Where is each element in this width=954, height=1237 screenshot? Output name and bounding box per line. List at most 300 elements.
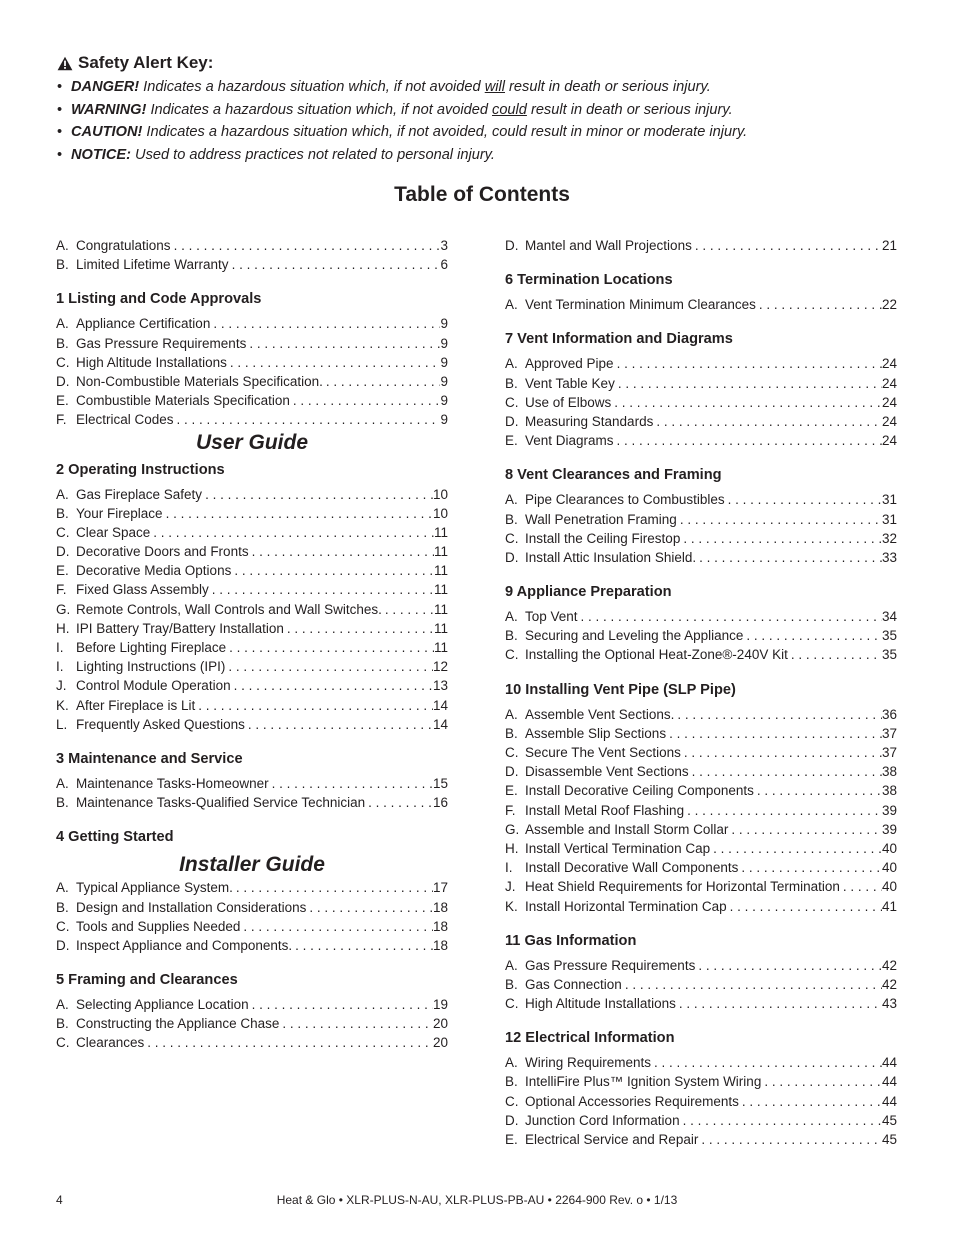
toc-entry[interactable] (56, 600, 448, 619)
toc-entry-title: Decorative Media Options (76, 563, 232, 579)
dot-leader (209, 580, 434, 599)
dot-leader (246, 334, 440, 353)
toc-entry-title: Non-Combustible Materials Specification. (76, 373, 323, 389)
toc-entry-title: Install Vertical Termination Cap (525, 840, 711, 856)
toc-entry[interactable] (505, 626, 897, 645)
safety-alert-level: DANGER! (71, 79, 140, 95)
toc-entry[interactable] (505, 1092, 897, 1111)
toc-entry-letter: J. (505, 879, 516, 895)
toc-entry-page: 33 (881, 549, 897, 565)
toc-entry-title: Electrical Service and Repair (525, 1132, 699, 1147)
toc-entry-letter: F. (505, 802, 516, 818)
toc-entry-page: 13 (432, 678, 448, 694)
safety-alert-text: Indicates a hazardous situation which, if not avoided (146, 101, 493, 118)
toc-entry[interactable] (505, 801, 897, 820)
toc-entry-letter: H. (56, 620, 70, 636)
toc-entry[interactable] (56, 580, 448, 599)
toc-entry-title: Vent Diagrams (525, 433, 614, 449)
dot-leader (611, 393, 882, 412)
dot-leader (279, 1014, 433, 1033)
toc-entry-page: 41 (881, 898, 897, 914)
toc-entry-page: 40 (881, 860, 897, 876)
dot-leader (614, 354, 882, 373)
dot-leader (269, 774, 433, 793)
toc-entry[interactable] (505, 1053, 897, 1072)
toc-entry[interactable] (56, 410, 448, 429)
dot-leader (365, 793, 433, 812)
toc-entry-letter: D. (505, 413, 519, 429)
toc-entry[interactable] (56, 236, 448, 255)
toc-entry-title: Securing and Leveling the Appliance (525, 628, 744, 644)
toc-entry-page: 34 (881, 609, 897, 625)
dot-leader (674, 705, 882, 724)
toc-entry-title: Selecting Appliance Location (76, 997, 249, 1013)
footer-page-number: 4 (56, 1193, 63, 1207)
safety-alert-text: Indicates a hazardous situation which, if not avoided, could result in minor or moderate injury. (142, 124, 748, 140)
dot-leader (202, 485, 433, 504)
dot-leader (692, 236, 882, 255)
toc-entry-title: Junction Cord Information (525, 1112, 680, 1128)
dot-leader (174, 410, 441, 429)
dot-leader (689, 762, 882, 781)
toc-entry[interactable] (505, 1111, 897, 1130)
toc-entry-letter: A. (56, 486, 69, 502)
toc-entry-page: 10 (432, 505, 448, 521)
toc-entry-title: Assemble Vent Sections. (525, 706, 675, 722)
toc-entry-page: 44 (881, 1074, 897, 1090)
dot-leader (698, 1130, 882, 1149)
toc-entry[interactable] (56, 995, 448, 1014)
section-heading: 8 Vent Clearances and Framing (505, 467, 722, 484)
dot-leader (240, 917, 433, 936)
safety-alert-level: WARNING! (71, 101, 147, 118)
toc-entry-page: 18 (432, 918, 448, 934)
toc-entry-letter: B. (505, 511, 518, 527)
safety-alert-text: Indicates a hazardous situation which, if not avoided (139, 79, 485, 95)
toc-entry[interactable] (56, 314, 448, 333)
section-heading: 6 Termination Locations (505, 272, 673, 289)
toc-title: Table of Contents (394, 183, 570, 206)
safety-alert-item (57, 121, 917, 144)
toc-entry[interactable] (56, 878, 448, 897)
toc-entry-letter: G. (505, 821, 520, 837)
toc-entry[interactable] (56, 372, 448, 391)
toc-entry[interactable] (505, 781, 897, 800)
toc-entry-letter: I. (56, 640, 64, 655)
safety-alert-text: Used to address practices not related to personal injury. (131, 146, 495, 163)
toc-entry-page: 15 (432, 775, 448, 791)
section-heading: 9 Appliance Preparation (505, 584, 672, 601)
safety-alert-emphasis: could (492, 101, 527, 118)
toc-entry-letter: B. (505, 375, 518, 391)
dot-leader (210, 314, 440, 333)
toc-entry[interactable] (56, 504, 448, 523)
toc-entry-letter: A. (56, 238, 69, 253)
toc-entry-letter: C. (505, 1093, 519, 1109)
dot-leader (695, 956, 882, 975)
toc-entry-title: Pipe Clearances to Combustibles (525, 492, 725, 508)
toc-entry[interactable] (505, 820, 897, 839)
section-heading: 7 Vent Information and Diagrams (505, 331, 733, 348)
toc-entry[interactable] (56, 255, 448, 274)
dot-leader (738, 858, 882, 877)
toc-entry-letter: J. (56, 678, 67, 694)
toc-entry-page: 11 (433, 582, 448, 598)
toc-entry-title: Assemble and Install Storm Collar (525, 821, 729, 837)
toc-entry-letter: D. (505, 549, 519, 565)
toc-entry-page: 11 (433, 563, 448, 579)
toc-entry-letter: A. (56, 775, 69, 791)
dot-leader (225, 657, 433, 676)
toc-entry[interactable] (56, 917, 448, 936)
dot-leader (292, 936, 433, 955)
toc-entry-letter: K. (505, 898, 518, 914)
toc-entry-title: High Altitude Installations (76, 354, 227, 370)
safety-alert-key (57, 52, 917, 166)
dot-leader (614, 431, 882, 450)
toc-entry-page: 24 (881, 413, 897, 429)
toc-entry-title: Vent Termination Minimum Clearances (525, 297, 756, 313)
toc-entry[interactable] (505, 354, 897, 373)
toc-entry-title: Measuring Standards (525, 413, 654, 429)
bullet-dot: • (57, 79, 63, 95)
dot-leader (578, 607, 882, 626)
dot-leader (231, 676, 433, 695)
toc-entry-letter: A. (505, 297, 518, 313)
toc-entry-title: Gas Fireplace Safety (76, 486, 203, 502)
toc-entry-title: Design and Installation Considerations (76, 899, 307, 915)
dot-leader (245, 715, 433, 734)
toc-entry-title: Gas Pressure Requirements (76, 335, 247, 351)
toc-entry-page: 37 (881, 745, 897, 760)
dot-leader (666, 724, 882, 743)
toc-entry[interactable] (56, 353, 448, 372)
toc-entry-page: 3 (440, 238, 448, 253)
dot-leader (684, 801, 882, 820)
toc-entry-title: Maintenance Tasks-Homeowner (76, 775, 269, 791)
toc-entry-title: Remote Controls, Wall Controls and Wall Switches. (76, 601, 382, 617)
toc-entry-title: Heat Shield Requirements for Horizontal Termination (525, 879, 840, 895)
toc-entry-title: Control Module Operation (76, 678, 231, 694)
toc-entry-letter: A. (56, 316, 69, 332)
toc-entry[interactable] (505, 724, 897, 743)
warning-triangle-icon (57, 56, 73, 71)
dot-leader (677, 510, 882, 529)
toc-entry-page: 9 (440, 335, 448, 351)
toc-entry-title: Secure The Vent Sections (525, 745, 681, 760)
dot-leader (676, 994, 882, 1013)
toc-entry[interactable] (505, 975, 897, 994)
dot-leader (229, 255, 441, 274)
toc-entry-letter: E. (505, 1132, 518, 1147)
toc-entry-title: Congratulations (76, 238, 171, 253)
toc-entry-title: Fixed Glass Assembly (76, 582, 209, 598)
toc-entry-page: 24 (881, 356, 897, 372)
toc-entry-page: 39 (881, 821, 897, 837)
section-heading: 1 Listing and Code Approvals (56, 291, 262, 308)
dot-leader (739, 1092, 882, 1111)
toc-entry[interactable] (56, 898, 448, 917)
toc-entry-title: Combustible Materials Specification (76, 393, 290, 409)
section-heading: 10 Installing Vent Pipe (SLP Pipe) (505, 681, 736, 698)
toc-entry[interactable] (505, 877, 897, 896)
toc-entry[interactable] (56, 936, 448, 955)
toc-entry-letter: C. (56, 354, 70, 370)
toc-entry-title: Maintenance Tasks-Qualified Service Technician (76, 795, 366, 811)
toc-entry[interactable] (56, 391, 448, 410)
toc-entry-title: After Fireplace is Lit (76, 697, 196, 713)
toc-entry-title: Inspect Appliance and Components. (76, 937, 293, 953)
toc-entry-title: Decorative Doors and Fronts (76, 544, 249, 560)
toc-entry-page: 44 (881, 1093, 897, 1109)
toc-entry-letter: B. (56, 505, 69, 521)
dot-leader (680, 529, 882, 548)
dot-leader (681, 743, 882, 762)
toc-entry-page: 32 (881, 530, 897, 546)
dot-leader (249, 542, 434, 561)
dot-leader (284, 619, 434, 638)
toc-entry-page: 24 (881, 433, 897, 449)
section-heading: 4 Getting Started (56, 829, 174, 846)
toc-entry-page: 38 (881, 783, 897, 799)
toc-entry-page: 11 (433, 601, 448, 617)
toc-entry[interactable] (56, 715, 448, 734)
toc-entry[interactable] (505, 236, 897, 255)
toc-entry-page: 45 (881, 1132, 897, 1147)
dot-leader (323, 372, 441, 391)
toc-entry-page: 21 (881, 238, 897, 253)
safety-alert-item (57, 144, 917, 167)
dot-leader (622, 975, 882, 994)
toc-entry-page: 9 (440, 316, 448, 332)
toc-entry-title: Gas Connection (525, 976, 622, 992)
toc-entry[interactable] (505, 839, 897, 858)
toc-entry-letter: C. (56, 524, 70, 540)
toc-entry[interactable] (505, 412, 897, 431)
toc-entry-page: 43 (881, 996, 897, 1012)
toc-entry-page: 45 (881, 1112, 897, 1128)
toc-entry[interactable] (56, 638, 448, 657)
toc-entry-letter: C. (505, 394, 519, 410)
toc-entry-letter: F. (56, 412, 67, 428)
toc-entry[interactable] (56, 793, 448, 812)
toc-entry-letter: G. (56, 601, 71, 617)
toc-entry-title: Installing the Optional Heat-Zone®-240V Kit (525, 647, 788, 663)
toc-entry[interactable] (505, 1072, 897, 1091)
dot-leader (615, 374, 882, 393)
toc-entry-page: 9 (440, 393, 448, 409)
toc-entry[interactable] (505, 431, 897, 450)
toc-entry[interactable] (505, 374, 897, 393)
toc-entry[interactable] (56, 485, 448, 504)
dot-leader (680, 1111, 882, 1130)
toc-entry[interactable] (56, 523, 448, 542)
toc-entry-letter: E. (56, 393, 69, 409)
toc-entry-page: 17 (432, 880, 448, 896)
toc-entry[interactable] (505, 607, 897, 626)
toc-entry-letter: K. (56, 697, 69, 713)
toc-entry-letter: B. (505, 1074, 518, 1090)
toc-entry-letter: A. (505, 706, 518, 722)
dot-leader (171, 236, 441, 255)
toc-entry[interactable] (505, 490, 897, 509)
toc-entry-page: 14 (432, 697, 448, 713)
toc-entry-letter: C. (505, 530, 519, 546)
toc-entry-title: Assemble Slip Sections (525, 725, 667, 741)
dot-leader (249, 995, 433, 1014)
toc-entry-page: 38 (881, 764, 897, 780)
dot-leader (840, 877, 882, 896)
toc-entry[interactable] (56, 676, 448, 695)
footer-text: Heat & Glo • XLR-PLUS-N-AU, XLR-PLUS-PB-AU • 2264-900 Rev. o • 1/13 (276, 1193, 678, 1207)
dot-leader (306, 898, 433, 917)
toc-entry[interactable] (505, 510, 897, 529)
dot-leader (727, 897, 882, 916)
toc-entry-title: Electrical Codes (76, 412, 174, 428)
toc-entry-title: Use of Elbows (525, 394, 612, 410)
toc-entry-page: 9 (440, 412, 448, 428)
toc-entry-title: Approved Pipe (525, 356, 614, 372)
toc-entry[interactable] (505, 295, 897, 314)
toc-entry-letter: B. (56, 795, 69, 811)
safety-alert-title-text: Safety Alert Key: (78, 53, 214, 72)
toc-entry-letter: D. (505, 1112, 519, 1128)
toc-entry-title: Install Decorative Ceiling Components (525, 783, 754, 799)
toc-entry-title: Your Fireplace (76, 505, 163, 521)
toc-entry-letter: I. (56, 659, 64, 675)
toc-entry-title: Install Attic Insulation Shield. (525, 549, 697, 565)
toc-entry-letter: E. (505, 783, 518, 799)
toc-entry[interactable] (56, 696, 448, 715)
toc-entry[interactable] (505, 994, 897, 1013)
safety-alert-item (57, 99, 917, 122)
toc-entry-page: 42 (881, 957, 897, 973)
dot-leader (382, 600, 434, 619)
toc-entry-page: 42 (881, 976, 897, 992)
toc-entry[interactable] (505, 393, 897, 412)
toc-entry-letter: D. (505, 238, 519, 253)
toc-entry[interactable] (505, 956, 897, 975)
toc-entry-page: 6 (440, 257, 448, 273)
section-heading: 12 Electrical Information (505, 1030, 675, 1047)
toc-entry[interactable] (56, 561, 448, 580)
toc-entry-page: 11 (433, 524, 448, 540)
toc-entry[interactable] (56, 774, 448, 793)
toc-entry-page: 11 (433, 544, 448, 560)
toc-entry-title: Top Vent (525, 609, 578, 625)
toc-entry-letter: A. (505, 356, 518, 372)
toc-entry-letter: H. (505, 840, 519, 856)
dot-leader (696, 548, 882, 567)
toc-entry-title: IntelliFire Plus™ Ignition System Wiring (525, 1074, 762, 1090)
toc-entry[interactable] (505, 762, 897, 781)
toc-entry-letter: B. (505, 628, 518, 644)
toc-entry-letter: A. (505, 957, 518, 973)
toc-entry[interactable] (56, 657, 448, 676)
bullet-dot: • (57, 124, 63, 140)
toc-entry-title: Frequently Asked Questions (76, 716, 245, 732)
section-heading: 11 Gas Information (505, 932, 637, 949)
toc-entry-page: 12 (432, 659, 448, 675)
dot-leader (195, 696, 433, 715)
toc-entry-title: Wall Penetration Framing (525, 511, 677, 527)
toc-entry-title: Appliance Certification (76, 316, 211, 332)
toc-entry-page: 11 (433, 620, 448, 636)
toc-entry-page: 14 (432, 716, 448, 732)
safety-alert-level: CAUTION! (71, 124, 143, 140)
dot-leader (653, 412, 882, 431)
toc-entry[interactable] (505, 645, 897, 664)
toc-entry-page: 11 (433, 640, 448, 655)
toc-entry[interactable] (505, 1130, 897, 1149)
toc-entry-page: 22 (881, 297, 897, 313)
toc-entry-letter: D. (56, 544, 70, 560)
toc-entry[interactable] (505, 548, 897, 567)
toc-left-column (56, 236, 448, 1053)
toc-entry-title: Install Horizontal Termination Cap (525, 898, 727, 914)
safety-alert-title (57, 52, 917, 74)
toc-entry-letter: C. (505, 647, 519, 663)
toc-entry-letter: B. (505, 976, 518, 992)
toc-entry-letter: I. (505, 860, 513, 876)
toc-entry-title: Install Metal Roof Flashing (525, 802, 685, 818)
toc-entry[interactable] (56, 1014, 448, 1033)
toc-entry-letter: A. (505, 609, 518, 625)
dot-leader (150, 523, 434, 542)
toc-entry[interactable] (56, 542, 448, 561)
toc-entry-title: Constructing the Appliance Chase (76, 1016, 280, 1032)
guide-heading: Installer Guide (179, 853, 325, 877)
toc-entry[interactable] (505, 743, 897, 762)
toc-entry-letter: A. (505, 492, 518, 508)
toc-entry-title: Tools and Supplies Needed (76, 918, 241, 934)
toc-entry-letter: B. (56, 899, 69, 915)
bullet-dot: • (57, 146, 63, 163)
dot-leader (290, 391, 441, 410)
toc-entry[interactable] (505, 705, 897, 724)
toc-entry[interactable] (56, 334, 448, 353)
toc-entry-title: Disassemble Vent Sections (525, 764, 689, 780)
toc-entry[interactable] (505, 858, 897, 877)
toc-entry[interactable] (505, 897, 897, 916)
toc-entry-page: 9 (440, 354, 448, 370)
toc-entry-page: 20 (432, 1035, 448, 1051)
toc-entry-page: 36 (881, 706, 897, 722)
toc-entry[interactable] (505, 529, 897, 548)
toc-entry-letter: A. (56, 997, 69, 1013)
toc-entry-title: Mantel and Wall Projections (525, 238, 692, 253)
toc-entry-page: 35 (881, 647, 897, 663)
toc-entry-title: Wiring Requirements (525, 1055, 652, 1071)
toc-entry-letter: F. (56, 582, 67, 598)
toc-entry-letter: C. (56, 1035, 70, 1051)
toc-entry[interactable] (56, 619, 448, 638)
dot-leader (756, 295, 882, 314)
toc-entry-page: 44 (881, 1055, 897, 1071)
section-heading: 3 Maintenance and Service (56, 750, 243, 767)
toc-entry-letter: A. (56, 880, 69, 896)
toc-entry-page: 19 (432, 997, 448, 1013)
dot-leader (226, 638, 434, 657)
toc-entry-letter: A. (505, 1055, 518, 1071)
toc-entry-letter: C. (505, 745, 519, 760)
toc-entry-title: Lighting Instructions (IPI) (76, 659, 226, 675)
toc-entry-page: 40 (881, 840, 897, 856)
toc-entry-title: Install Decorative Wall Components (525, 860, 739, 876)
toc-entry-page: 31 (881, 492, 897, 508)
toc-entry-letter: C. (56, 918, 70, 934)
toc-entry[interactable] (56, 1033, 448, 1052)
